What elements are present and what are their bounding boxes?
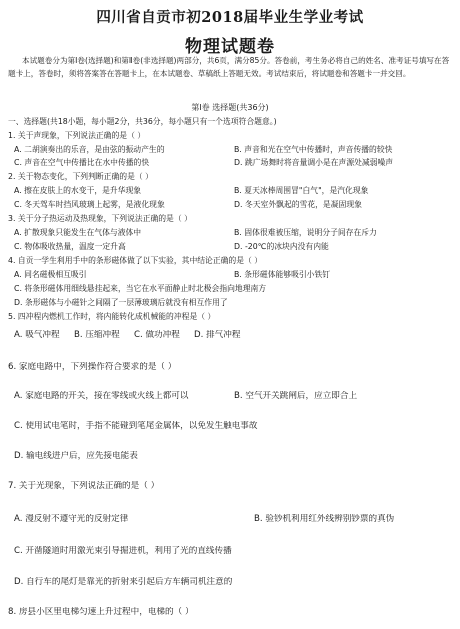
option-d: D. 冬天室外飘起的雪花，是凝固现象: [234, 200, 362, 209]
option-c: C. 做功冲程: [134, 330, 180, 340]
option-b: B. 验钞机利用红外线辨别钞票的真伪: [254, 514, 395, 524]
option-c: C. 使用试电笔时，手指不能碰到笔尾金属体，以免发生触电事故: [14, 421, 258, 431]
exam-title: 四川省自贡市初2018届毕业生学业考试: [96, 9, 364, 26]
section-title: 第Ⅰ卷 选择题(共36分): [191, 103, 269, 112]
option-d: D. 条形磁体与小磁针之间隔了一层薄玻璃后就没有相互作用了: [14, 298, 228, 307]
option-d: D. -20℃的冰块内没有内能: [234, 242, 329, 251]
question-stem: 7. 关于光现象，下列说法正确的是（ ）: [8, 481, 160, 491]
option-c: C. 开凿隧道时用激光束引导掘进机，利用了光的直线传播: [14, 546, 232, 556]
option-d: D. 输电线进户后，应先接电能表: [14, 451, 138, 461]
option-c: C. 将条形磁体用细线悬挂起来，当它在水平面静止时北极会指向地理南方: [14, 284, 267, 293]
option-d: D. 自行车的尾灯是靠光的折射来引起后方车辆司机注意的: [14, 577, 233, 587]
option-a: A. 擦在皮肤上的水变干，是升华现象: [14, 186, 142, 195]
option-c: C. 声音在空气中传播比在水中传播的快: [14, 158, 150, 167]
option-a: A. 扩散现象只能发生在气体与液体中: [14, 228, 142, 237]
option-a: A. 漫反射不遵守光的反射定律: [14, 514, 129, 524]
option-a: A. 家庭电路的开关，接在零线或火线上都可以: [14, 391, 189, 401]
option-d: D. 排气冲程: [194, 330, 241, 340]
option-b: B. 声音和光在空气中传播时，声音传播的较快: [234, 145, 393, 154]
option-a: A. 吸气冲程: [14, 330, 60, 340]
exam-instructions: 本试题卷分为第Ⅰ卷(选择题)和第Ⅱ卷(非选择题)两部分，共6页，满分85分。答卷前，考生务必将自己的姓名、准考证号填写在答题卡上，答卷时，须将答案答在答题卡上，在本试题卷、草稿纸上答题无效。考试结束后，将试题卷和答题卡一并交回。: [8, 56, 450, 78]
part-instruction: 一、选择题(共18小题，每小题2分，共36分，每小题只有一个选项符合题意。): [8, 117, 277, 126]
option-c: C. 物体吸收热量，温度一定升高: [14, 242, 126, 251]
question-stem: 3. 关于分子热运动及热现象，下列说法正确的是（ ）: [8, 214, 192, 223]
question-stem: 1. 关于声现象，下列说法正确的是（ ）: [8, 131, 146, 140]
question-stem: 6. 家庭电路中，下列操作符合要求的是（ ）: [8, 362, 177, 372]
option-b: B. 条形磁体能够吸引小铁钉: [234, 270, 331, 279]
option-c: C. 冬天驾车时挡风玻璃上起雾，是液化现象: [14, 200, 165, 209]
option-b: B. 夏天冰棒周围冒"白气"，是汽化现象: [234, 186, 369, 195]
option-d: D. 跳广场舞时将音量调小是在声源处减弱噪声: [234, 158, 394, 167]
option-b: B. 空气开关跳闸后，应立即合上: [234, 391, 358, 401]
question-stem: 2. 关于物态变化，下列判断正确的是（ ）: [8, 172, 153, 181]
option-a: A. 二胡演奏出的乐音，是由弦的振动产生的: [14, 145, 165, 154]
question-stem: 4. 自贡一学生利用手中的条形磁体做了以下实验，其中结论正确的是（ ）: [8, 256, 263, 265]
option-b: B. 压缩冲程: [74, 330, 120, 340]
question-stem: 5. 四冲程内燃机工作时，将内能转化成机械能的冲程是（ ）: [8, 312, 216, 321]
question-stem: 8. 房县小区里电梯匀速上升过程中，电梯的（ ）: [8, 607, 194, 617]
option-b: B. 固体很难被压缩，说明分子间存在斥力: [234, 228, 377, 237]
option-a: A. 同名磁极相互吸引: [14, 270, 87, 279]
exam-subtitle: 物理试题卷: [185, 37, 275, 57]
